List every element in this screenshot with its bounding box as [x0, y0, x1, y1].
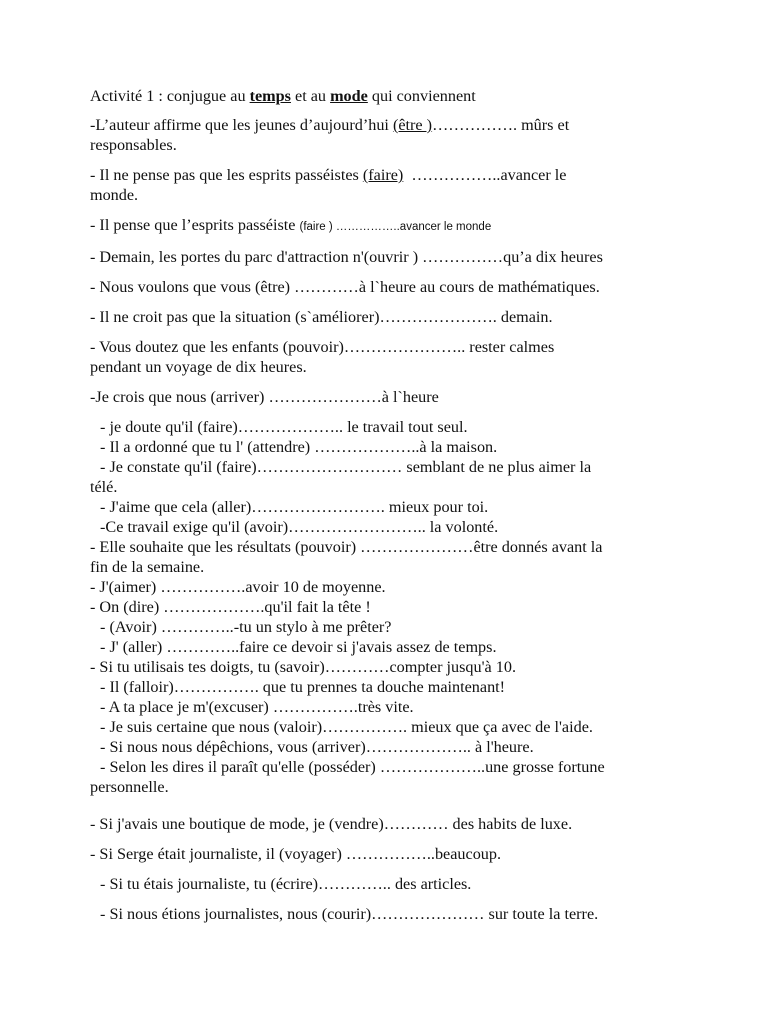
exercise-item-7 — [90, 337, 690, 377]
exercise-item-13: -Ce travail exige qu'il (avoir)…………………….. la volonté. — [96, 518, 499, 536]
worksheet — [90, 86, 690, 924]
item-2-line-2: monde. — [90, 186, 139, 204]
title-suffix: qui conviennent — [367, 87, 476, 105]
exercise-item-18: - J' (aller) …………..faire ce devoir si j'avais assez de temps. — [96, 638, 497, 656]
item-1-line-2: responsables. — [90, 136, 177, 154]
exercise-item-3 — [90, 215, 690, 237]
item-1-text-a: -L’auteur affirme que les jeunes d’aujourd’hui — [90, 116, 393, 134]
exercise-item-27: - Si tu étais journaliste, tu (écrire)………….. des articles. — [96, 875, 472, 893]
exercise-item-9: - je doute qu'il (faire)……………….. le travail tout seul. — [96, 418, 468, 436]
title-middle: et au — [290, 87, 331, 105]
exercise-item-21: - A ta place je m'(excuser) …………….très vite. — [96, 698, 414, 716]
item-14-line-2: fin de la semaine. — [90, 558, 205, 576]
title-word-mode: mode — [330, 87, 368, 105]
exercise-item-26: - Si Serge était journaliste, il (voyager) ……………..beaucoup. — [90, 845, 502, 863]
exercise-item-28: - Si nous étions journalistes, nous (courir)………………… sur toute la terre. — [96, 905, 599, 923]
exercise-item-24: - Selon les dires il paraît qu'elle (posséder) ………………..une grosse fortune — [96, 758, 605, 776]
exercise-item-22: - Je suis certaine que nous (valoir)……………. mieux que ça avec de l'aide. — [96, 718, 593, 736]
exercise-item-5: - Nous voulons que vous (être) …………à l`heure au cours de mathématiques. — [90, 278, 600, 296]
item-11-line-2: télé. — [90, 478, 118, 496]
item-1-verb: (être ) — [392, 116, 433, 134]
exercise-item-19: - Si tu utilisais tes doigts, tu (savoir)…………compter jusqu'à 10. — [90, 658, 517, 676]
item-2-text-a: - Il ne pense pas que les esprits passéistes — [90, 166, 363, 184]
item-2-text-b: ……………..avancer le — [403, 166, 567, 184]
exercise-item-23: - Si nous nous dépêchions, vous (arriver)……………….. à l'heure. — [96, 738, 534, 756]
exercise-item-17: - (Avoir) …………..-tu un stylo à me prêter? — [96, 618, 392, 636]
title-word-temps: temps — [249, 87, 291, 105]
item-1-text-b: ……………. mûrs et — [432, 116, 570, 134]
exercise-item-8: -Je crois que nous (arriver) …………………à l`heure — [90, 388, 439, 406]
title-prefix: Activité 1 : conjugue au — [90, 87, 250, 105]
exercise-item-6: - Il ne croit pas que la situation (s`améliorer)…………………. demain. — [90, 308, 553, 326]
exercise-item-2 — [90, 165, 690, 205]
exercise-item-15: - J'(aimer) …………….avoir 10 de moyenne. — [90, 578, 386, 596]
exercise-item-4: - Demain, les portes du parc d'attraction n'(ouvrir ) ……………qu’a dix heures — [90, 248, 603, 266]
exercise-item-16: - On (dire) ……………….qu'il fait la tête ! — [90, 598, 371, 616]
exercise-block-subjunctive — [90, 417, 690, 797]
item-7-line-2: pendant un voyage de dix heures. — [90, 358, 307, 376]
exercise-item-14: - Elle souhaite que les résultats (pouvoir) …………………être donnés avant la — [90, 538, 603, 556]
exercise-item-10: - Il a ordonné que tu l' (attendre) ………………..à la maison. — [96, 438, 498, 456]
exercise-item-1 — [90, 115, 690, 155]
item-7-line-1: - Vous doutez que les enfants (pouvoir)………………….. rester calmes — [90, 338, 555, 356]
activity-title — [90, 86, 690, 106]
item-2-verb: (faire) — [362, 166, 404, 184]
item-24-line-2: personnelle. — [90, 778, 169, 796]
exercise-item-12: - J'aime que cela (aller)……………………. mieux pour toi. — [96, 498, 489, 516]
item-3-small-text: (faire ) ……………..avancer le monde — [299, 221, 492, 233]
exercise-item-25: - Si j'avais une boutique de mode, je (vendre)………… des habits de luxe. — [90, 815, 573, 833]
exercise-item-11: - Je constate qu'il (faire)……………………… semblant de ne plus aimer la — [96, 458, 592, 476]
item-3-text: - Il pense que l’esprits passéiste — [90, 216, 300, 234]
exercise-item-20: - Il (falloir)……………. que tu prennes ta douche maintenant! — [96, 678, 506, 696]
